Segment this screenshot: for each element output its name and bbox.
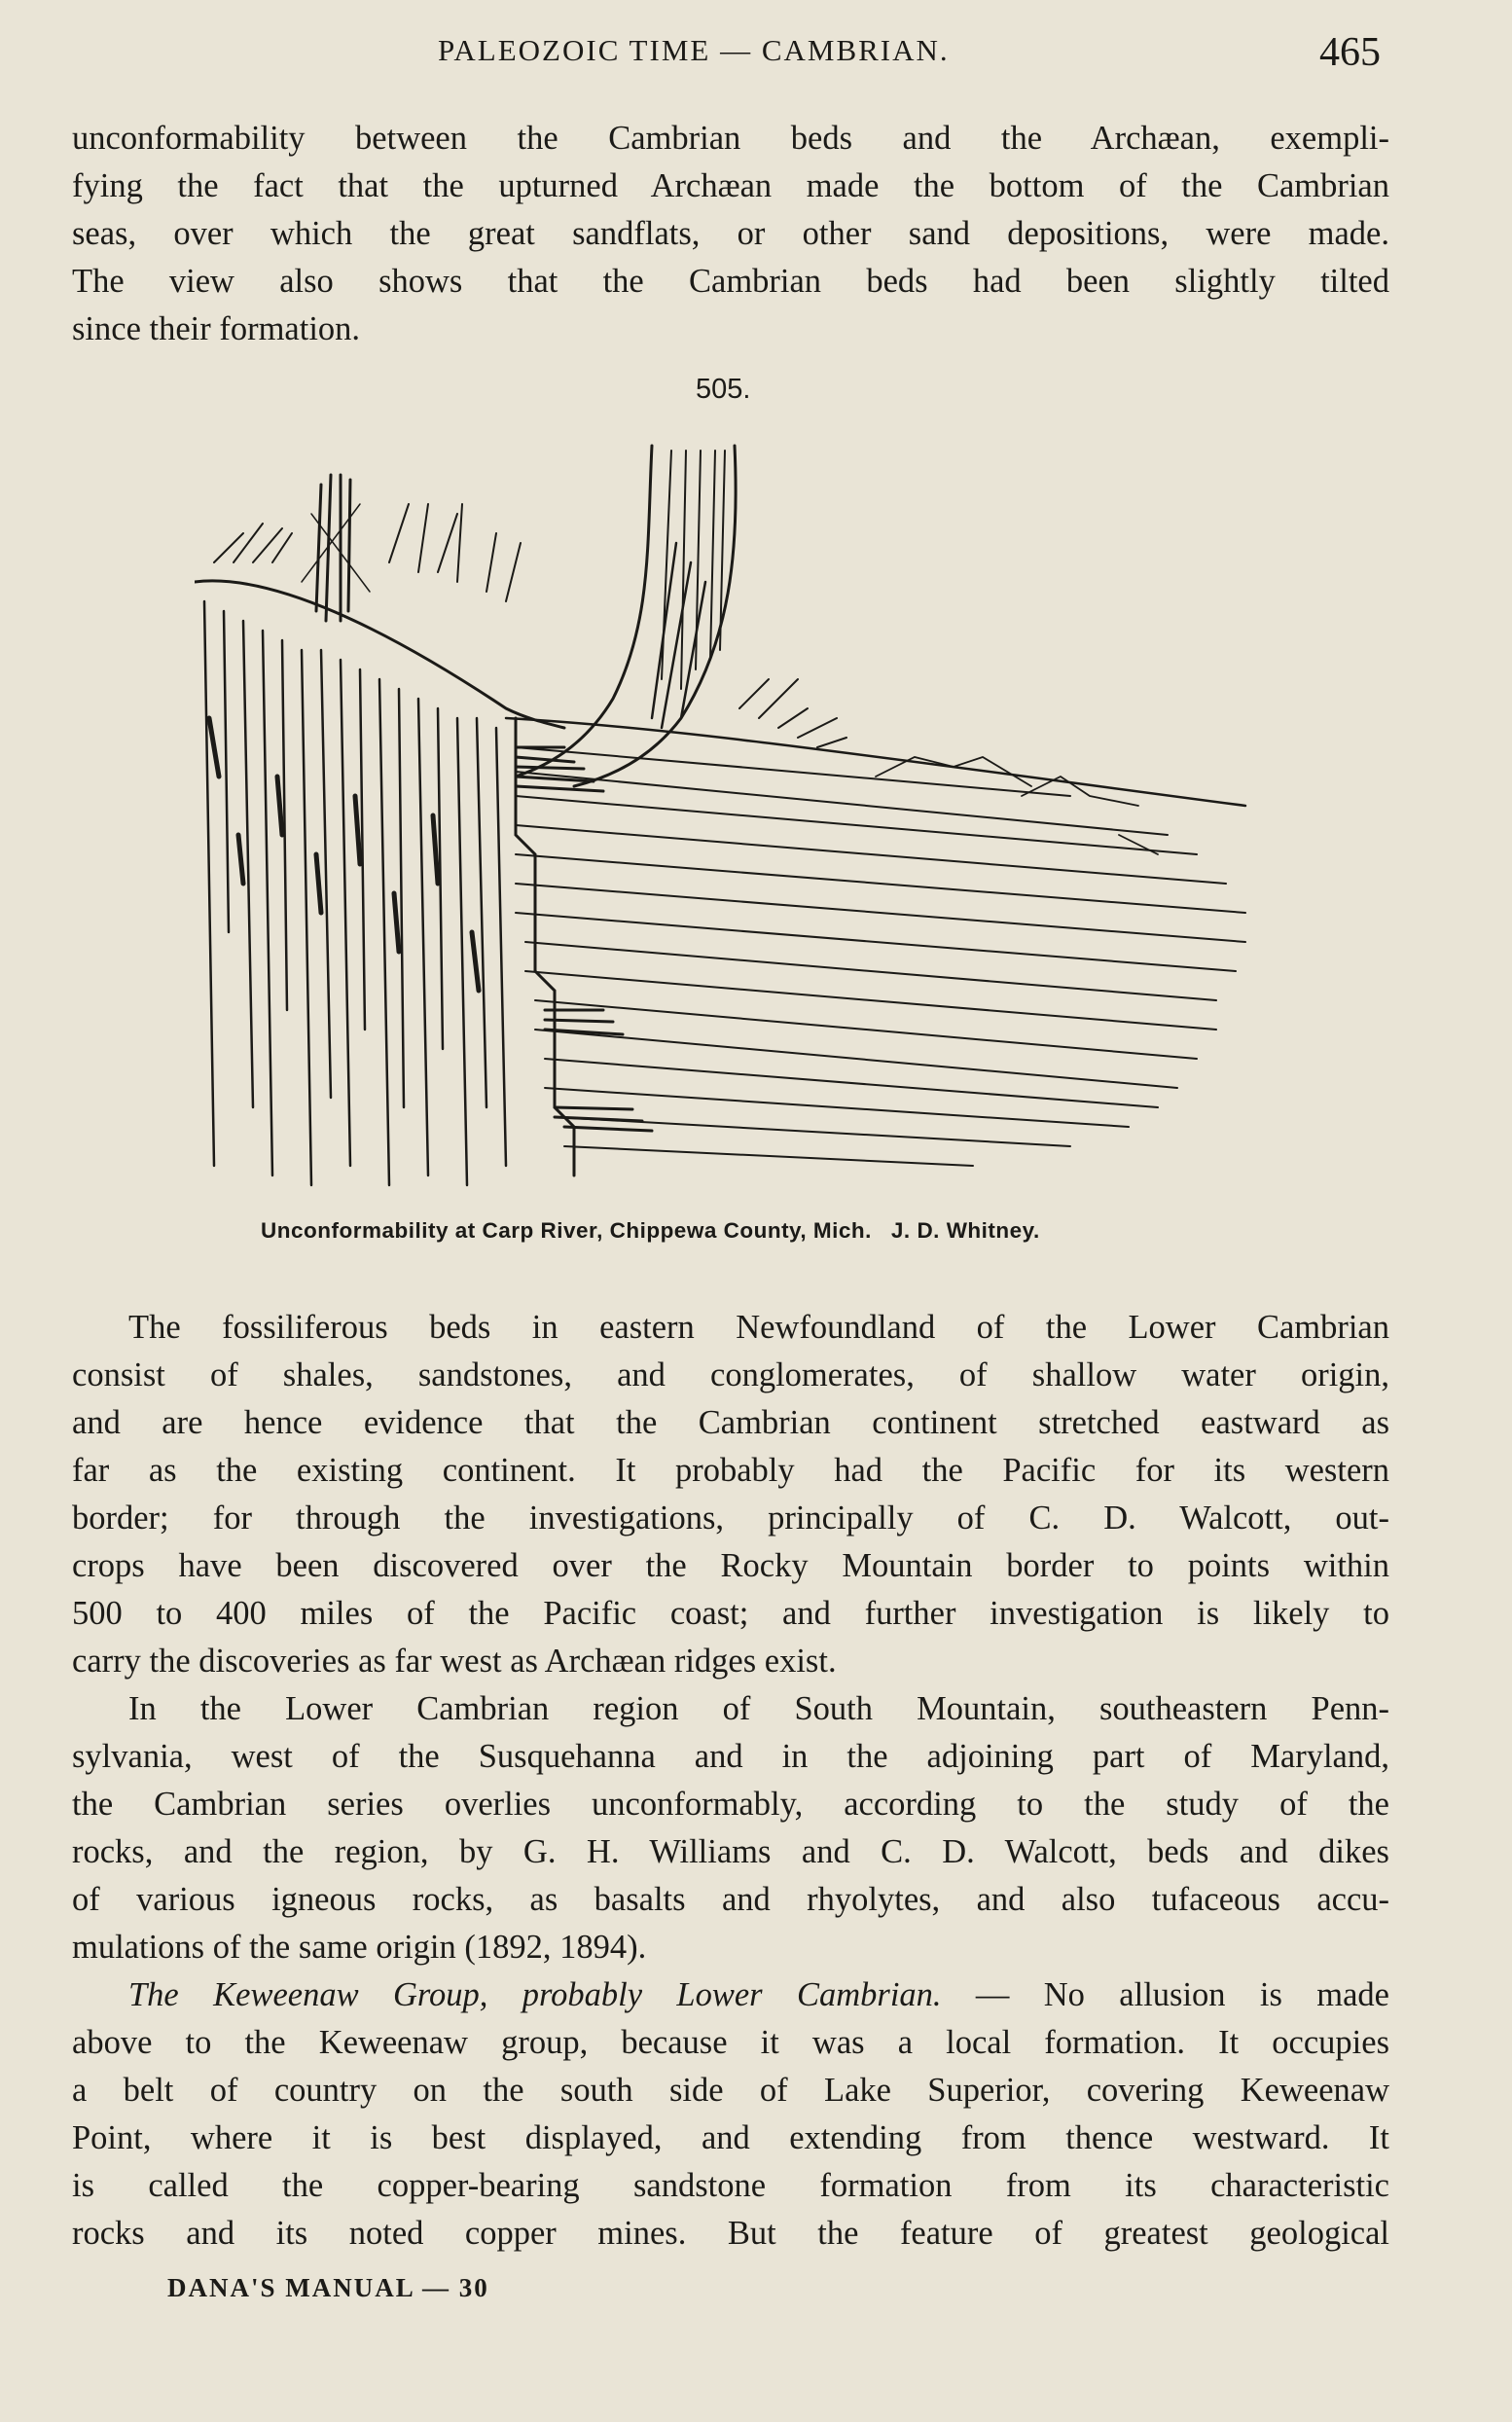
text-line: In the Lower Cambrian region of South Mountain, southeastern Penn- [128,1690,1389,1727]
text-line: unconformability between the Cambrian beds and the Archæan, exempli- [72,120,1389,157]
text-line: 500 to 400 miles of the Pacific coast; and further investigation is likely to [72,1595,1389,1632]
page-number: 465 [1319,30,1381,75]
text-line: The fossiliferous beds in eastern Newfoundland of the Lower Cambrian [128,1309,1389,1346]
paragraph-newfoundland [72,1304,1389,1685]
figure-number: 505. [696,374,751,405]
signature-mark: DANA'S MANUAL — 30 [167,2273,489,2302]
paragraph-south-mountain [72,1685,1389,1971]
text-line: The view also shows that the Cambrian beds had been slightly tilted [72,263,1389,300]
caption-author: J. D. Whitney. [890,1218,1040,1243]
running-title: PALEOZOIC TIME — CAMBRIAN. [438,33,950,67]
text-line: sylvania, west of the Susquehanna and in the adjoining part of Maryland, [72,1738,1389,1775]
paragraph-keweenaw [72,1971,1389,2258]
caption-text: Unconformability at Carp River, Chippewa County, Mich. [261,1218,872,1243]
text-line: consist of shales, sandstones, and conglomerates, of shallow water origin, [72,1356,1389,1393]
text-line: and are hence evidence that the Cambrian continent stretched eastward as [72,1404,1389,1441]
section-heading: The Keweenaw Group, probably Lower Cambrian. [128,1976,942,2013]
text-line: far as the existing continent. It probably had the Pacific for its western [72,1452,1389,1489]
text-line [72,1971,1389,2019]
text-line: border; for through the investigations, principally of C. D. Walcott, out- [72,1500,1389,1536]
text-line: crops have been discovered over the Rocky Mountain border to points within [72,1547,1389,1584]
running-head [0,27,1512,86]
text-line: fying the fact that the upturned Archæan made the bottom of the Cambrian [72,167,1389,204]
text-line: rocks, and the region, by G. H. Williams and C. D. Walcott, beds and dikes [72,1833,1389,1870]
text-line: of various igneous rocks, as basalts and rhyolytes, and also tufaceous accu- [72,1881,1389,1918]
text-line: seas, over which the great sandflats, or other sand depositions, were made. [72,215,1389,252]
unconformability-illustration [195,426,1275,1195]
text-line: is called the copper-bearing sandstone formation from its characteristic [72,2167,1389,2204]
text-line: carry the discoveries as far west as Archæan ridges exist. [72,1643,837,1680]
text-line: mulations of the same origin (1892, 1894). [72,1929,647,1966]
text-line: the Cambrian series overlies unconformably, according to the study of the [72,1786,1389,1823]
text-line: rocks and its noted copper mines. But the feature of greatest geological [72,2215,1389,2252]
text-line: Point, where it is best displayed, and extending from thence westward. It [72,2119,1389,2156]
heading-continuation: — No allusion is made [941,1976,1389,2013]
text-line: above to the Keweenaw group, because it was a local formation. It occupies [72,2024,1389,2061]
text-line: since their formation. [72,310,361,347]
text-line: a belt of country on the south side of Lake Superior, covering Keweenaw [72,2072,1389,2109]
figure-caption [261,1218,1040,1244]
intro-paragraph [72,115,1389,353]
